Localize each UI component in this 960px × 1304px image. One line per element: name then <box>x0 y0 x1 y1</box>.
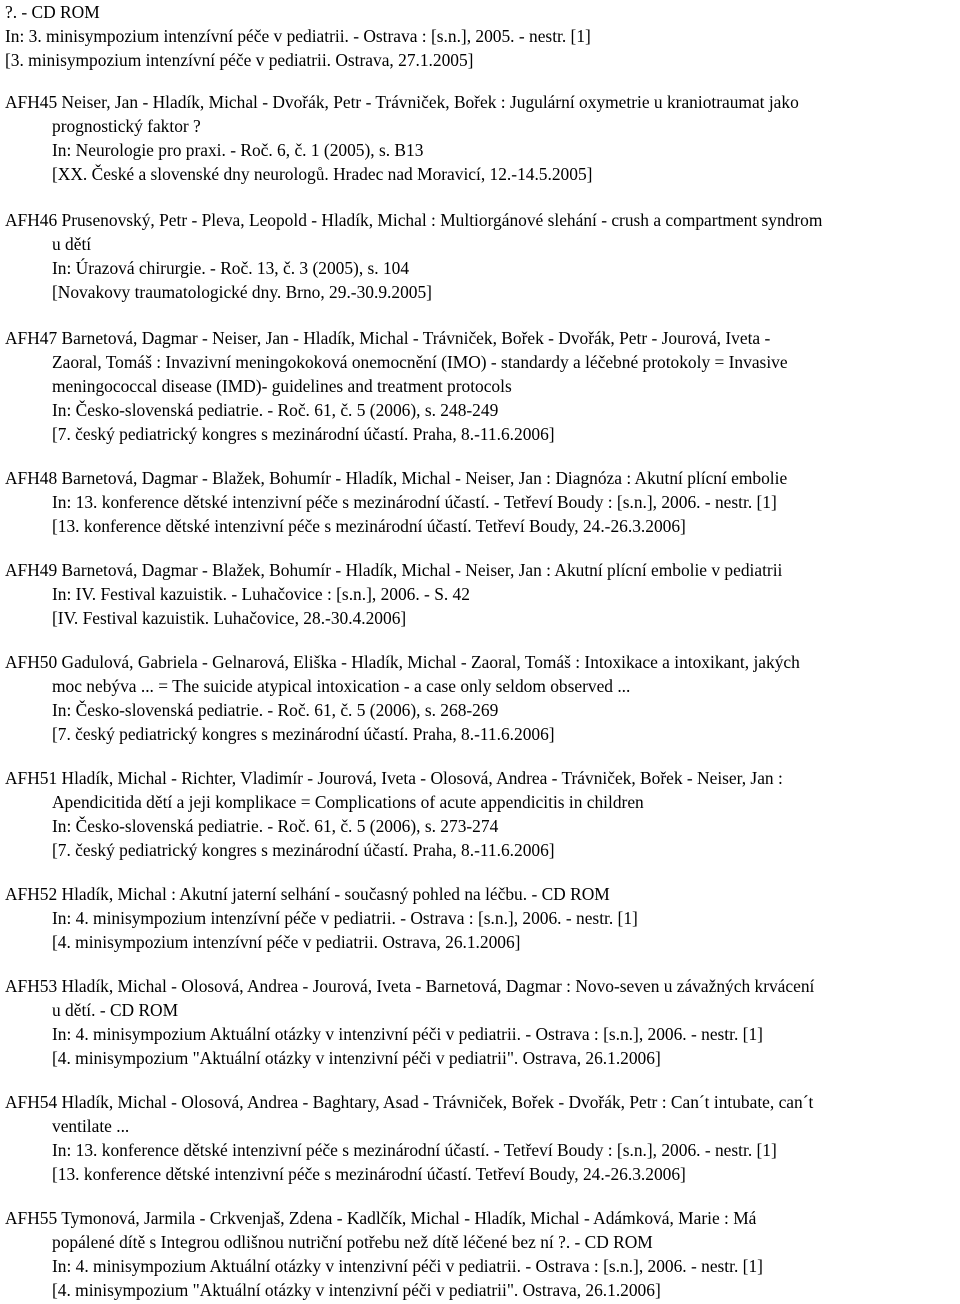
entry-line: AFH50 Gadulová, Gabriela - Gelnarová, Eliška - Hladík, Michal - Zaoral, Tomáš : Intoxikace a intoxikant, jakých <box>5 652 800 672</box>
bibliography-entry <box>5 466 955 538</box>
entry-line: [3. minisympozium intenzívní péče v pediatrii. Ostrava, 27.1.2005] <box>5 50 474 70</box>
entry-line: [13. konference dětské intenzivní péče s mezinárodní účastí. Tetřeví Boudy, 24.-26.3.2006] <box>52 1164 686 1184</box>
bibliography-entry <box>5 208 955 304</box>
entry-line: ?. - CD ROM <box>5 2 100 22</box>
entry-line: AFH49 Barnetová, Dagmar - Blažek, Bohumír - Hladík, Michal - Neiser, Jan : Akutní plícní embolie v pediatrii <box>5 560 783 580</box>
bibliography-entry <box>5 1090 955 1186</box>
entry-line: [4. minisympozium "Aktuální otázky v intenzivní péči v pediatrii". Ostrava, 26.1.2006] <box>52 1280 661 1300</box>
bibliography-entry <box>5 974 955 1070</box>
bibliography-entry <box>5 0 955 72</box>
entry-line: popálené dítě s Integrou odlišnou nutriční potřebu než dítě léčené bez ní ?. - CD ROM <box>52 1232 653 1252</box>
entry-line: Apendicitida dětí a jeji komplikace = Complications of acute appendicitis in children <box>52 792 644 812</box>
entry-line: [4. minisympozium "Aktuální otázky v intenzivní péči v pediatrii". Ostrava, 26.1.2006] <box>52 1048 661 1068</box>
entry-line: In: Česko-slovenská pediatrie. - Roč. 61, č. 5 (2006), s. 273-274 <box>52 816 499 836</box>
entry-line: AFH54 Hladík, Michal - Olosová, Andrea - Baghtary, Asad - Trávniček, Bořek - Dvořák, Petr : Can´t intubate, can´t <box>5 1092 814 1112</box>
entry-line: In: Česko-slovenská pediatrie. - Roč. 61, č. 5 (2006), s. 248-249 <box>52 400 499 420</box>
entry-line: ventilate ... <box>52 1116 130 1136</box>
entry-line: [XX. České a slovenské dny neurologů. Hradec nad Moravicí, 12.-14.5.2005] <box>52 164 593 184</box>
entry-line: prognostický faktor ? <box>52 116 201 136</box>
bibliography-entry <box>5 90 955 186</box>
entry-line: [7. český pediatrický kongres s mezinárodní účastí. Praha, 8.-11.6.2006] <box>52 424 555 444</box>
entry-line: In: 4. minisympozium intenzívní péče v pediatrii. - Ostrava : [s.n.], 2006. - nestr. [1] <box>52 908 638 928</box>
entry-line: [7. český pediatrický kongres s mezinárodní účastí. Praha, 8.-11.6.2006] <box>52 840 555 860</box>
entry-line: moc nebýva ... = The suicide atypical intoxication - a case only seldom observed ... <box>52 676 631 696</box>
entry-line: AFH55 Tymonová, Jarmila - Crkvenjaš, Zdena - Kadlčík, Michal - Hladík, Michal - Adámková, Marie : Má <box>5 1208 757 1228</box>
entry-line: In: IV. Festival kazuistik. - Luhačovice : [s.n.], 2006. - S. 42 <box>52 584 470 604</box>
entry-line: In: 4. minisympozium Aktuální otázky v intenzivní péči v pediatrii. - Ostrava : [s.n.], 2006. - nestr. [1] <box>52 1256 763 1276</box>
entry-line: AFH45 Neiser, Jan - Hladík, Michal - Dvořák, Petr - Trávniček, Bořek : Jugulární oxymetrie u kraniotraumat jako <box>5 92 799 112</box>
entry-line: In: 3. minisympozium intenzívní péče v pediatrii. - Ostrava : [s.n.], 2005. - nestr. [1] <box>5 26 591 46</box>
entry-line: u dětí. - CD ROM <box>52 1000 179 1020</box>
entry-line: meningococcal disease (IMD)- guidelines and treatment protocols <box>52 376 512 396</box>
bibliography-entry <box>5 326 955 446</box>
entry-line: [4. minisympozium intenzívní péče v pediatrii. Ostrava, 26.1.2006] <box>52 932 521 952</box>
entry-line: AFH48 Barnetová, Dagmar - Blažek, Bohumír - Hladík, Michal - Neiser, Jan : Diagnóza : Akutní plícní embolie <box>5 468 788 488</box>
entry-line: u dětí <box>52 234 92 254</box>
entry-line: [Novakovy traumatologické dny. Brno, 29.-30.9.2005] <box>52 282 432 302</box>
bibliography-entry <box>5 766 955 862</box>
bibliography-entry <box>5 882 955 954</box>
entry-line: AFH46 Prusenovský, Petr - Pleva, Leopold - Hladík, Michal : Multiorgánové slehání - crush a compartment syndrom <box>5 210 823 230</box>
entry-line: AFH53 Hladík, Michal - Olosová, Andrea - Jourová, Iveta - Barnetová, Dagmar : Novo-seven u závažných krvácení <box>5 976 815 996</box>
entry-line: AFH51 Hladík, Michal - Richter, Vladimír - Jourová, Iveta - Olosová, Andrea - Trávniček, Bořek - Neiser, Jan : <box>5 768 783 788</box>
entry-line: In: 4. minisympozium Aktuální otázky v intenzivní péči v pediatrii. - Ostrava : [s.n.], 2006. - nestr. [1] <box>52 1024 763 1044</box>
entry-line: [13. konference dětské intenzivní péče s mezinárodní účastí. Tetřeví Boudy, 24.-26.3.2006] <box>52 516 686 536</box>
entry-line: [7. český pediatrický kongres s mezinárodní účastí. Praha, 8.-11.6.2006] <box>52 724 555 744</box>
bibliography-entry <box>5 1206 955 1302</box>
entry-line: In: 13. konference dětské intenzivní péče s mezinárodní účastí. - Tetřeví Boudy : [s.n.], 2006. - nestr. [1] <box>52 492 777 512</box>
entry-line: Zaoral, Tomáš : Invazivní meningokoková onemocnění (IMO) - standardy a léčebné protokoly = Invasive <box>52 352 788 372</box>
entry-line: AFH52 Hladík, Michal : Akutní jaterní selhání - současný pohled na léčbu. - CD ROM <box>5 884 610 904</box>
entry-line: In: Úrazová chirurgie. - Roč. 13, č. 3 (2005), s. 104 <box>52 258 410 278</box>
entry-line: In: 13. konference dětské intenzivní péče s mezinárodní účastí. - Tetřeví Boudy : [s.n.], 2006. - nestr. [1] <box>52 1140 777 1160</box>
entry-line: In: Česko-slovenská pediatrie. - Roč. 61, č. 5 (2006), s. 268-269 <box>52 700 499 720</box>
bibliography-entry <box>5 558 955 630</box>
entry-line: AFH47 Barnetová, Dagmar - Neiser, Jan - Hladík, Michal - Trávniček, Bořek - Dvořák, Petr - Jourová, Iveta - <box>5 328 771 348</box>
bibliography-entry <box>5 650 955 746</box>
entry-line: [IV. Festival kazuistik. Luhačovice, 28.-30.4.2006] <box>52 608 407 628</box>
entry-line: In: Neurologie pro praxi. - Roč. 6, č. 1 (2005), s. B13 <box>52 140 424 160</box>
